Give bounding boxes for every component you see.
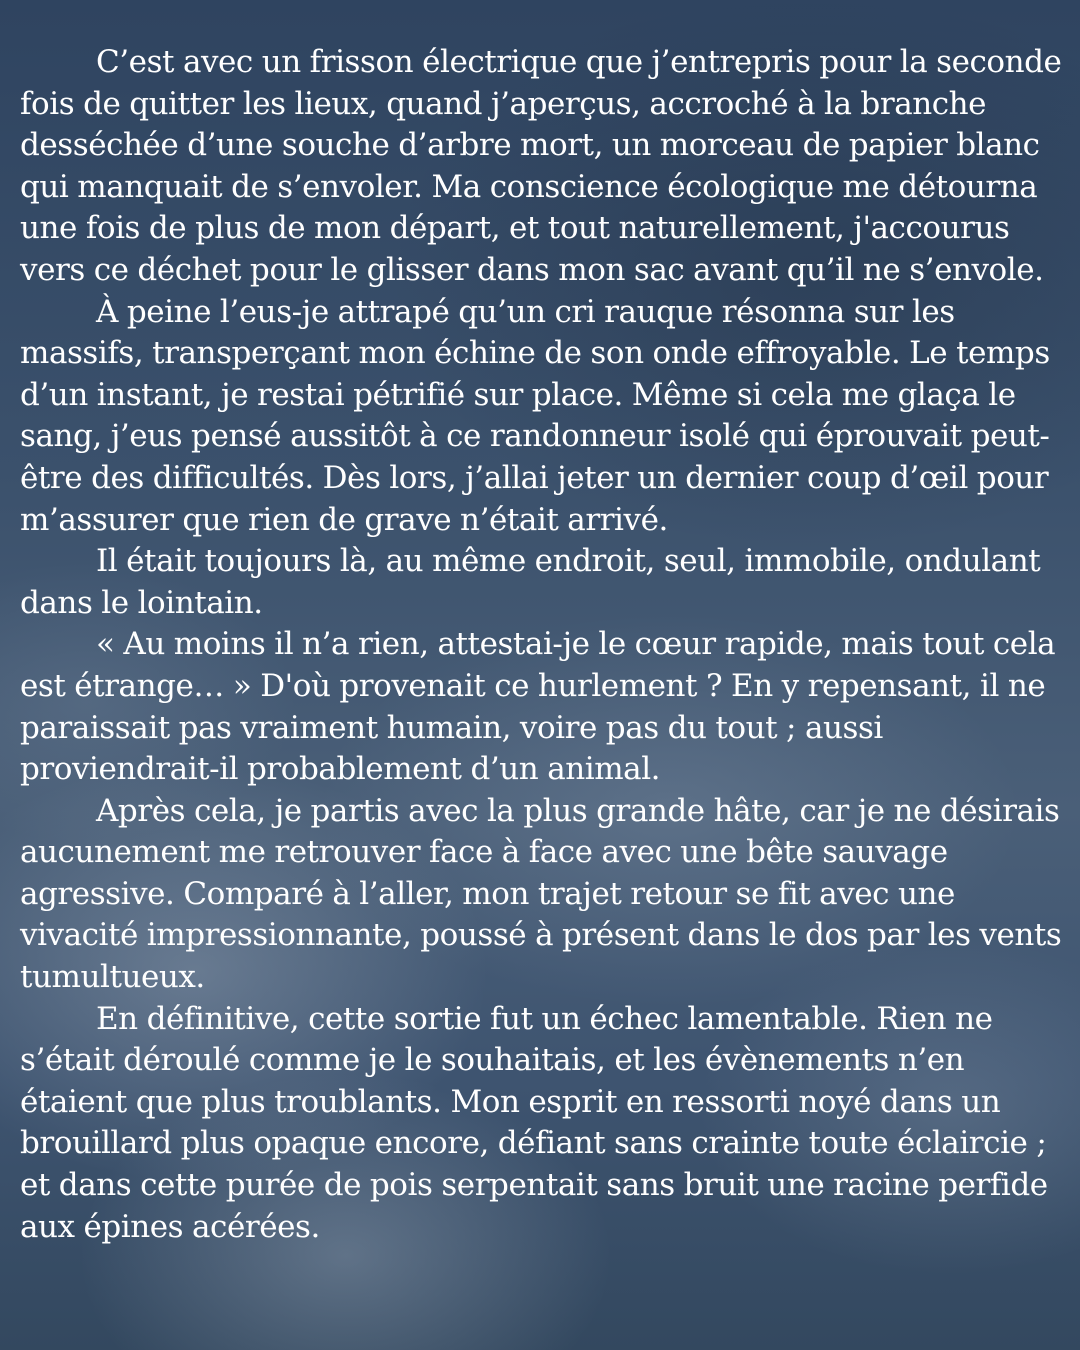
paragraph: Il était toujours là, au même endroit, seul, immobile, ondulant dans le lointain. <box>20 543 1041 621</box>
paragraph: Après cela, je partis avec la plus grande hâte, car je ne désirais aucunement me retrouver face à face avec une bête sauvage agressive. Comparé à l’aller, mon trajet retour se fit avec une vivacité impressionnante, poussé à présent dans le dos par les vents tumultueux. <box>20 792 1062 996</box>
paragraph: À peine l’eus-je attrapé qu’un cri rauque résonna sur les massifs, transperçant mon échine de son onde effroyable. Le temps d’un instant, je restai pétrifié sur place. Même si cela me glaça le sang, j’eus pensé aussitôt à ce randonneur isolé qui éprouvait peut-être des difficultés. Dès lors, j’allai jeter un dernier coup d’œil pour m’assurer que rien de grave n’était arrivé. <box>20 293 1050 538</box>
paragraph: En définitive, cette sortie fut un échec lamentable. Rien ne s’était déroulé comme je le souhaitais, et les évènements n’en étaient que plus troublants. Mon esprit en ressorti noyé dans un brouillard plus opaque encore, défiant sans crainte toute éclaircie ; et dans cette purée de pois serpentait sans bruit une racine perfide aux épines acérées. <box>20 1000 1048 1245</box>
text-body <box>20 42 1065 1248</box>
paragraph: C’est avec un frisson électrique que j’entrepris pour la seconde fois de quitter les lieux, quand j’aperçus, accroché à la branche desséchée d’une souche d’arbre mort, un morceau de papier blanc qui manquait de s’envoler. Ma conscience écologique me détourna une fois de plus de mon départ, et tout naturellement, j'accourus vers ce déchet pour le glisser dans mon sac avant qu’il ne s’envole. <box>20 44 1062 288</box>
paragraph: « Au moins il n’a rien, attestai-je le cœur rapide, mais tout cela est étrange… » D'où provenait ce hurlement ? En y repensant, il ne paraissait pas vraiment humain, voire pas du tout ; aussi proviendrait-il probablement d’un animal. <box>20 626 1056 788</box>
